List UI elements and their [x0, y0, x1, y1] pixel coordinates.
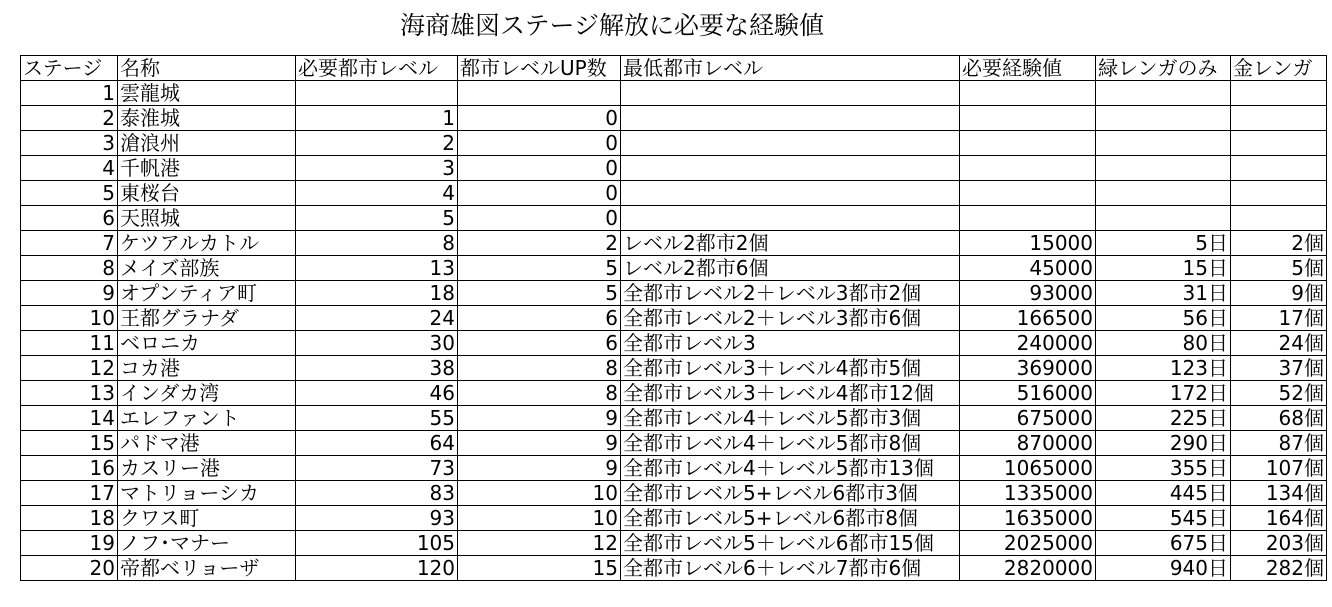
header-required-exp: 必要経験値: [960, 56, 1096, 81]
cell-required-exp: 240000: [960, 331, 1096, 356]
cell-required-exp: 2820000: [960, 556, 1096, 581]
cell-minimum-city-level: 全都市レベル5＋レベル6都市15個: [621, 531, 960, 556]
cell-required-exp: [960, 206, 1096, 231]
cell-gold-brick-count: [1231, 206, 1327, 231]
cell-city-level-up-count: 6: [458, 306, 621, 331]
cell-city-level-up-count: 0: [458, 106, 621, 131]
cell-stage: 10: [21, 306, 118, 331]
cell-minimum-city-level: [621, 181, 960, 206]
cell-name: 千帆港: [118, 156, 296, 181]
cell-required-city-level: 105: [296, 531, 458, 556]
cell-required-city-level: 2: [296, 131, 458, 156]
cell-stage: 18: [21, 506, 118, 531]
cell-required-city-level: 18: [296, 281, 458, 306]
cell-name: オプンティア町: [118, 281, 296, 306]
cell-name: 滄浪州: [118, 131, 296, 156]
cell-name: メイズ部族: [118, 256, 296, 281]
cell-stage: 7: [21, 231, 118, 256]
cell-required-city-level: 4: [296, 181, 458, 206]
cell-required-city-level: 38: [296, 356, 458, 381]
cell-minimum-city-level: 全都市レベル4＋レベル5都市8個: [621, 431, 960, 456]
table-row: [21, 406, 1327, 431]
table-row: [21, 206, 1327, 231]
cell-minimum-city-level: 全都市レベル5+レベル6都市3個: [621, 481, 960, 506]
cell-stage: 16: [21, 456, 118, 481]
cell-green-brick-days: [1096, 156, 1231, 181]
table-row: [21, 306, 1327, 331]
cell-name: 雲龍城: [118, 81, 296, 106]
cell-required-exp: 93000: [960, 281, 1096, 306]
cell-required-exp: 870000: [960, 431, 1096, 456]
cell-green-brick-days: 15日: [1096, 256, 1231, 281]
cell-stage: 11: [21, 331, 118, 356]
table-row: [21, 231, 1327, 256]
cell-required-city-level: 13: [296, 256, 458, 281]
cell-green-brick-days: 445日: [1096, 481, 1231, 506]
stage-table: [20, 55, 1327, 581]
cell-required-exp: 1065000: [960, 456, 1096, 481]
cell-required-exp: 516000: [960, 381, 1096, 406]
cell-required-exp: [960, 131, 1096, 156]
cell-gold-brick-count: 5個: [1231, 256, 1327, 281]
cell-required-city-level: 120: [296, 556, 458, 581]
header-required-city-level: 必要都市レベル: [296, 56, 458, 81]
cell-gold-brick-count: [1231, 131, 1327, 156]
cell-required-exp: 1635000: [960, 506, 1096, 531]
cell-name: エレファント: [118, 406, 296, 431]
cell-name: カスリー港: [118, 456, 296, 481]
cell-required-city-level: 64: [296, 431, 458, 456]
cell-minimum-city-level: [621, 131, 960, 156]
cell-city-level-up-count: 5: [458, 281, 621, 306]
cell-gold-brick-count: [1231, 156, 1327, 181]
cell-city-level-up-count: 9: [458, 456, 621, 481]
table-row: [21, 381, 1327, 406]
cell-stage: 17: [21, 481, 118, 506]
header-name: 名称: [118, 56, 296, 81]
cell-required-exp: [960, 156, 1096, 181]
cell-gold-brick-count: 24個: [1231, 331, 1327, 356]
table-row: [21, 456, 1327, 481]
cell-city-level-up-count: 8: [458, 381, 621, 406]
cell-minimum-city-level: レベル2都市2個: [621, 231, 960, 256]
cell-gold-brick-count: 17個: [1231, 306, 1327, 331]
header-minimum-city-level: 最低都市レベル: [621, 56, 960, 81]
cell-gold-brick-count: 107個: [1231, 456, 1327, 481]
cell-required-exp: 675000: [960, 406, 1096, 431]
cell-gold-brick-count: 282個: [1231, 556, 1327, 581]
cell-gold-brick-count: 2個: [1231, 231, 1327, 256]
table-row: [21, 81, 1327, 106]
cell-green-brick-days: [1096, 206, 1231, 231]
cell-gold-brick-count: 87個: [1231, 431, 1327, 456]
header-row: [21, 56, 1327, 81]
cell-minimum-city-level: 全都市レベル2＋レベル3都市2個: [621, 281, 960, 306]
cell-city-level-up-count: 9: [458, 406, 621, 431]
cell-name: マトリョーシカ: [118, 481, 296, 506]
cell-minimum-city-level: [621, 156, 960, 181]
cell-stage: 14: [21, 406, 118, 431]
cell-stage: 4: [21, 156, 118, 181]
sheet-title: 海商雄図ステージ解放に必要な経験値: [399, 11, 824, 40]
cell-green-brick-days: [1096, 106, 1231, 131]
cell-stage: 3: [21, 131, 118, 156]
cell-city-level-up-count: 6: [458, 331, 621, 356]
cell-green-brick-days: 31日: [1096, 281, 1231, 306]
header-green-brick-days: 緑レンガのみ: [1096, 56, 1231, 81]
cell-green-brick-days: 56日: [1096, 306, 1231, 331]
cell-minimum-city-level: [621, 81, 960, 106]
cell-minimum-city-level: [621, 206, 960, 231]
table-row: [21, 331, 1327, 356]
cell-required-exp: [960, 81, 1096, 106]
cell-required-city-level: 55: [296, 406, 458, 431]
table-row: [21, 106, 1327, 131]
cell-required-city-level: 3: [296, 156, 458, 181]
cell-city-level-up-count: [458, 81, 621, 106]
cell-required-city-level: 83: [296, 481, 458, 506]
table-row: [21, 281, 1327, 306]
cell-stage: 9: [21, 281, 118, 306]
cell-green-brick-days: 545日: [1096, 506, 1231, 531]
cell-green-brick-days: 940日: [1096, 556, 1231, 581]
cell-green-brick-days: [1096, 131, 1231, 156]
cell-city-level-up-count: 0: [458, 206, 621, 231]
cell-gold-brick-count: [1231, 181, 1327, 206]
table-row: [21, 181, 1327, 206]
cell-green-brick-days: 290日: [1096, 431, 1231, 456]
cell-city-level-up-count: 2: [458, 231, 621, 256]
cell-name: パドマ港: [118, 431, 296, 456]
cell-required-exp: 369000: [960, 356, 1096, 381]
cell-green-brick-days: 123日: [1096, 356, 1231, 381]
cell-minimum-city-level: 全都市レベル4＋レベル5都市3個: [621, 406, 960, 431]
cell-city-level-up-count: 0: [458, 156, 621, 181]
cell-name: 東桜台: [118, 181, 296, 206]
cell-city-level-up-count: 8: [458, 356, 621, 381]
cell-green-brick-days: 5日: [1096, 231, 1231, 256]
cell-required-city-level: 73: [296, 456, 458, 481]
cell-city-level-up-count: 5: [458, 256, 621, 281]
cell-gold-brick-count: 52個: [1231, 381, 1327, 406]
cell-required-exp: 166500: [960, 306, 1096, 331]
header-city-level-up-count: 都市レベルUP数: [458, 56, 621, 81]
cell-required-city-level: 93: [296, 506, 458, 531]
cell-stage: 2: [21, 106, 118, 131]
table-row: [21, 156, 1327, 181]
cell-minimum-city-level: 全都市レベル2＋レベル3都市6個: [621, 306, 960, 331]
cell-required-exp: [960, 106, 1096, 131]
table-row: [21, 531, 1327, 556]
table-row: [21, 131, 1327, 156]
cell-green-brick-days: [1096, 81, 1231, 106]
cell-green-brick-days: 675日: [1096, 531, 1231, 556]
table-row: [21, 256, 1327, 281]
cell-city-level-up-count: 10: [458, 481, 621, 506]
cell-stage: 13: [21, 381, 118, 406]
cell-minimum-city-level: 全都市レベル6＋レベル7都市6個: [621, 556, 960, 581]
cell-stage: 12: [21, 356, 118, 381]
cell-minimum-city-level: [621, 106, 960, 131]
cell-minimum-city-level: 全都市レベル4＋レベル5都市13個: [621, 456, 960, 481]
cell-gold-brick-count: 134個: [1231, 481, 1327, 506]
cell-name: クワス町: [118, 506, 296, 531]
cell-name: ノフ･マナー: [118, 531, 296, 556]
cell-required-exp: 15000: [960, 231, 1096, 256]
cell-name: 泰淮城: [118, 106, 296, 131]
table-row: [21, 506, 1327, 531]
cell-required-exp: [960, 181, 1096, 206]
cell-gold-brick-count: [1231, 81, 1327, 106]
table-row: [21, 431, 1327, 456]
cell-green-brick-days: 172日: [1096, 381, 1231, 406]
cell-name: 王都グラナダ: [118, 306, 296, 331]
cell-stage: 1: [21, 81, 118, 106]
table-row: [21, 481, 1327, 506]
cell-minimum-city-level: レベル2都市6個: [621, 256, 960, 281]
cell-minimum-city-level: 全都市レベル5+レベル6都市8個: [621, 506, 960, 531]
cell-name: 天照城: [118, 206, 296, 231]
cell-required-exp: 45000: [960, 256, 1096, 281]
cell-minimum-city-level: 全都市レベル3＋レベル4都市12個: [621, 381, 960, 406]
cell-minimum-city-level: 全都市レベル3＋レベル4都市5個: [621, 356, 960, 381]
cell-required-city-level: 8: [296, 231, 458, 256]
cell-minimum-city-level: 全都市レベル3: [621, 331, 960, 356]
cell-gold-brick-count: [1231, 106, 1327, 131]
cell-stage: 20: [21, 556, 118, 581]
cell-green-brick-days: 355日: [1096, 456, 1231, 481]
cell-city-level-up-count: 0: [458, 181, 621, 206]
header-stage: ステージ: [21, 56, 118, 81]
cell-stage: 6: [21, 206, 118, 231]
table-row: [21, 556, 1327, 581]
cell-stage: 5: [21, 181, 118, 206]
cell-gold-brick-count: 164個: [1231, 506, 1327, 531]
cell-green-brick-days: 80日: [1096, 331, 1231, 356]
cell-name: 帝都ベリョーザ: [118, 556, 296, 581]
cell-gold-brick-count: 203個: [1231, 531, 1327, 556]
cell-name: コカ港: [118, 356, 296, 381]
cell-required-city-level: 5: [296, 206, 458, 231]
cell-stage: 8: [21, 256, 118, 281]
header-gold-brick-count: 金レンガ: [1231, 56, 1327, 81]
cell-green-brick-days: [1096, 181, 1231, 206]
cell-gold-brick-count: 37個: [1231, 356, 1327, 381]
cell-name: インダカ湾: [118, 381, 296, 406]
cell-city-level-up-count: 12: [458, 531, 621, 556]
cell-gold-brick-count: 68個: [1231, 406, 1327, 431]
cell-city-level-up-count: 9: [458, 431, 621, 456]
cell-required-city-level: [296, 81, 458, 106]
cell-name: ケツアルカトル: [118, 231, 296, 256]
cell-required-city-level: 30: [296, 331, 458, 356]
cell-required-exp: 1335000: [960, 481, 1096, 506]
cell-green-brick-days: 225日: [1096, 406, 1231, 431]
cell-stage: 15: [21, 431, 118, 456]
cell-stage: 19: [21, 531, 118, 556]
cell-city-level-up-count: 0: [458, 131, 621, 156]
cell-required-city-level: 46: [296, 381, 458, 406]
cell-required-city-level: 1: [296, 106, 458, 131]
cell-city-level-up-count: 10: [458, 506, 621, 531]
cell-gold-brick-count: 9個: [1231, 281, 1327, 306]
table-row: [21, 356, 1327, 381]
cell-required-city-level: 24: [296, 306, 458, 331]
cell-city-level-up-count: 15: [458, 556, 621, 581]
cell-required-exp: 2025000: [960, 531, 1096, 556]
cell-name: ベロニカ: [118, 331, 296, 356]
